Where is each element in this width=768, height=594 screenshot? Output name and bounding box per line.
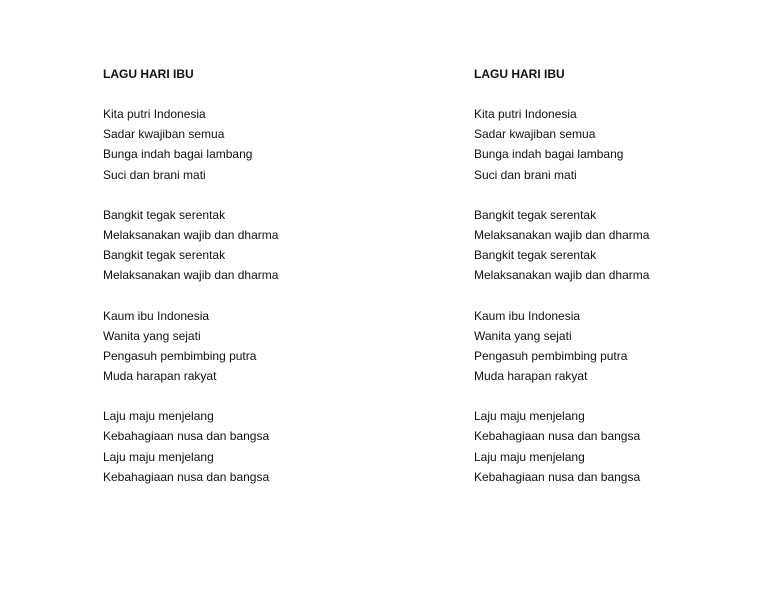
stanza-4 [103, 408, 403, 489]
lyric-line: Muda harapan rakyat [474, 369, 588, 384]
lyric-line: Bunga indah bagai lambang [103, 147, 253, 162]
lyric-line: Kebahagiaan nusa dan bangsa [103, 429, 270, 444]
stanza-4 [474, 408, 768, 489]
lyric-line: Laju maju menjelang [103, 449, 214, 464]
lyric-line: Kebahagiaan nusa dan bangsa [474, 469, 641, 484]
lyric-line: Suci dan brani mati [474, 167, 577, 182]
stanza-1 [103, 106, 403, 187]
stanza-3 [474, 308, 768, 389]
lyric-line: Kaum ibu Indonesia [474, 308, 581, 323]
lyric-line: Melaksanakan wajib dan dharma [474, 227, 650, 242]
lyric-line: Pengasuh pembimbing putra [474, 348, 628, 363]
lyric-line: Suci dan brani mati [103, 167, 206, 182]
lyric-line: Kebahagiaan nusa dan bangsa [474, 429, 641, 444]
lyric-line: Sadar kwajiban semua [474, 127, 596, 142]
lyric-line: Pengasuh pembimbing putra [103, 348, 257, 363]
stanza-2 [474, 207, 768, 288]
lyric-line: Wanita yang sejati [474, 328, 572, 343]
lyric-line: Laju maju menjelang [474, 409, 585, 424]
lyric-line: Kita putri Indonesia [103, 107, 206, 121]
lyric-line: Bangkit tegak serentak [474, 207, 597, 222]
lyric-line: Wanita yang sejati [103, 328, 201, 343]
lyric-line: Muda harapan rakyat [103, 369, 217, 384]
stanza-1 [474, 106, 768, 187]
lyric-line: Laju maju menjelang [474, 449, 585, 464]
stanza-2 [103, 207, 403, 288]
lyric-line: Bangkit tegak serentak [103, 248, 226, 263]
lyric-line: Melaksanakan wajib dan dharma [474, 268, 650, 283]
song-title: LAGU HARI IBU [103, 67, 194, 81]
lyric-line: Laju maju menjelang [103, 409, 214, 424]
lyric-line: Bangkit tegak serentak [103, 207, 226, 222]
lyric-line: Melaksanakan wajib dan dharma [103, 227, 279, 242]
lyric-line: Kaum ibu Indonesia [103, 308, 210, 323]
lyrics-column-left [103, 66, 403, 509]
lyric-line: Kita putri Indonesia [474, 107, 577, 121]
lyric-line: Kebahagiaan nusa dan bangsa [103, 469, 270, 484]
lyric-line: Bunga indah bagai lambang [474, 147, 624, 162]
lyric-line: Melaksanakan wajib dan dharma [103, 268, 279, 283]
lyrics-column-right [474, 66, 768, 509]
lyric-line: Bangkit tegak serentak [474, 248, 597, 263]
stanza-3 [103, 308, 403, 389]
lyric-line: Sadar kwajiban semua [103, 127, 225, 142]
song-title: LAGU HARI IBU [474, 67, 565, 81]
